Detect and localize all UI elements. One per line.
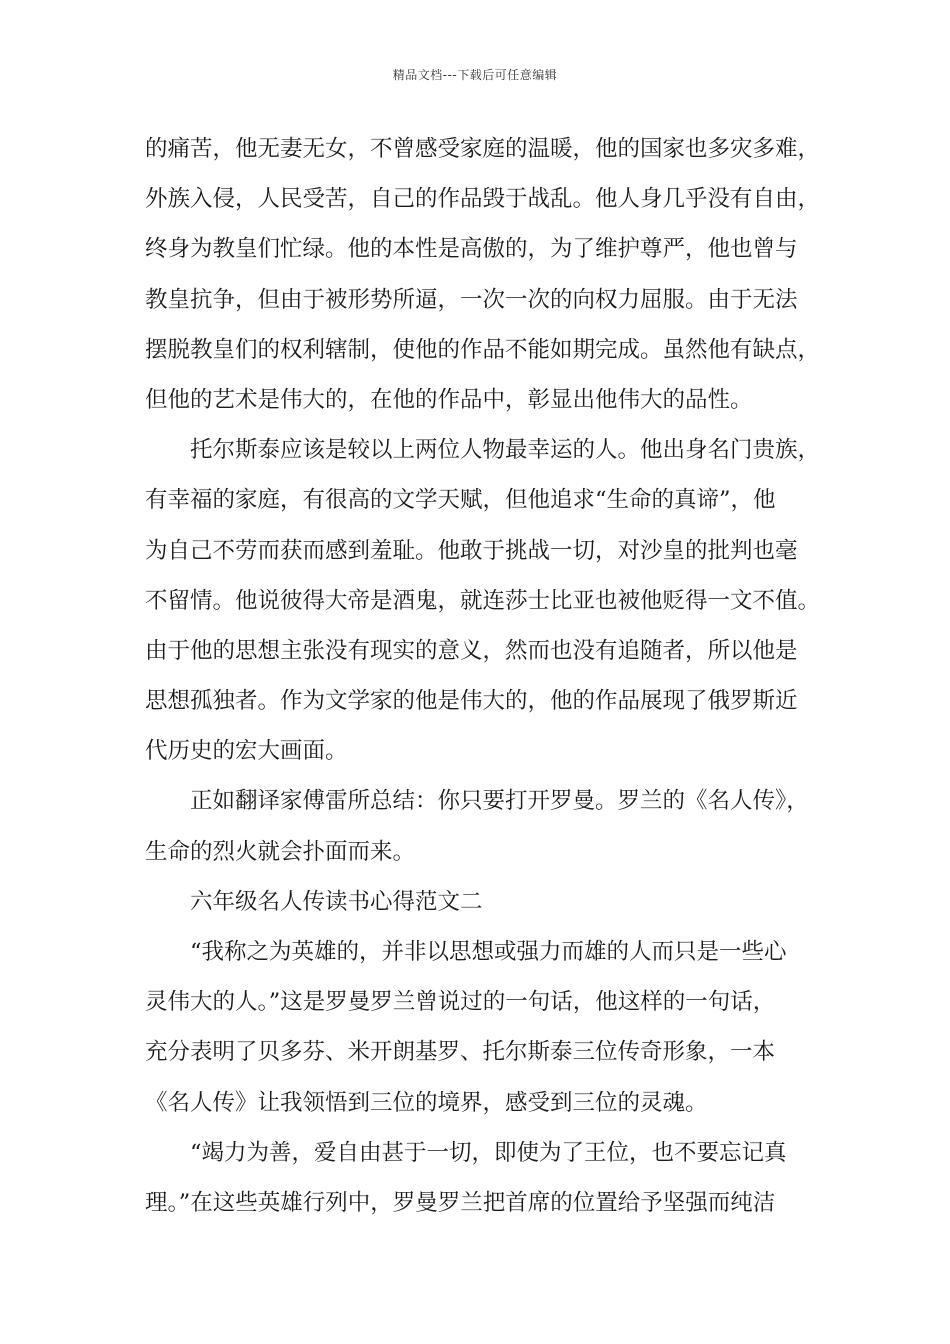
page-header: 精品文档---下载后可任意编辑 [392, 68, 558, 82]
text-line: 外族入侵，人民受苦，自己的作品毁于战乱。他人身几乎没有自由， [145, 186, 821, 213]
text-line: 终身为教皇们忙绿。他的本性是高傲的，为了维护尊严，他也曾与 [145, 236, 798, 263]
text-line: 的痛苦，他无妻无女，不曾感受家庭的温暖，他的国家也多灾多难， [145, 136, 821, 162]
text-line: 有幸福的家庭，有很高的文学天赋，但他追求“生命的真谛”，他 [145, 487, 776, 514]
text-line: 摆脱教皇们的权利辖制，使他的作品不能如期完成。虽然他有缺点， [145, 336, 821, 363]
text-line: 为自己不劳而获而感到羞耻。他敢于挑战一切，对沙皇的批判也毫 [145, 537, 798, 564]
text-line: 正如翻译家傅雷所总结：你只要打开罗曼。罗兰的《名人传》， [190, 788, 809, 815]
text-line: 代历史的宏大画面。 [145, 738, 348, 765]
text-line: 理。”在这些英雄行列中，罗曼罗兰把首席的位置给予坚强而纯洁 [145, 1189, 776, 1216]
text-line: 六年级名人传读书心得范文二 [190, 888, 483, 915]
text-line: 充分表明了贝多芬、米开朗基罗、托尔斯泰三位传奇形象，一本 [145, 1039, 776, 1066]
text-line: 灵伟大的人。”这是罗曼罗兰曾说过的一句话，他这样的一句话， [145, 989, 776, 1016]
text-line: 不留情。他说彼得大帝是酒鬼，就连莎士比亚也被他贬得一文不值。 [145, 587, 821, 614]
text-line: “竭力为善，爱自由甚于一切，即使为了王位，也不要忘记真 [190, 1139, 787, 1166]
text-line: 教皇抗争，但由于被形势所逼，一次一次的向权力屈服。由于无法 [145, 286, 798, 313]
text-line: 思想孤独者。作为文学家的他是伟大的，他的作品展现了俄罗斯近 [145, 688, 798, 715]
text-line: 生命的烈火就会扑面而来。 [145, 838, 416, 865]
text-line: 《名人传》让我领悟到三位的境界，感受到三位的灵魂。 [145, 1089, 708, 1116]
body-text [145, 124, 825, 1228]
text-line: 由于他的思想主张没有现实的意义，然而也没有追随者，所以他是 [145, 637, 798, 664]
text-line: “我称之为英雄的，并非以思想或强力而雄的人而只是一些心 [190, 939, 787, 965]
text-line: 但他的艺术是伟大的，在他的作品中，彰显出他伟大的品性。 [145, 386, 753, 413]
text-line: 托尔斯泰应该是较以上两位人物最幸运的人。他出身名门贵族， [190, 437, 821, 464]
